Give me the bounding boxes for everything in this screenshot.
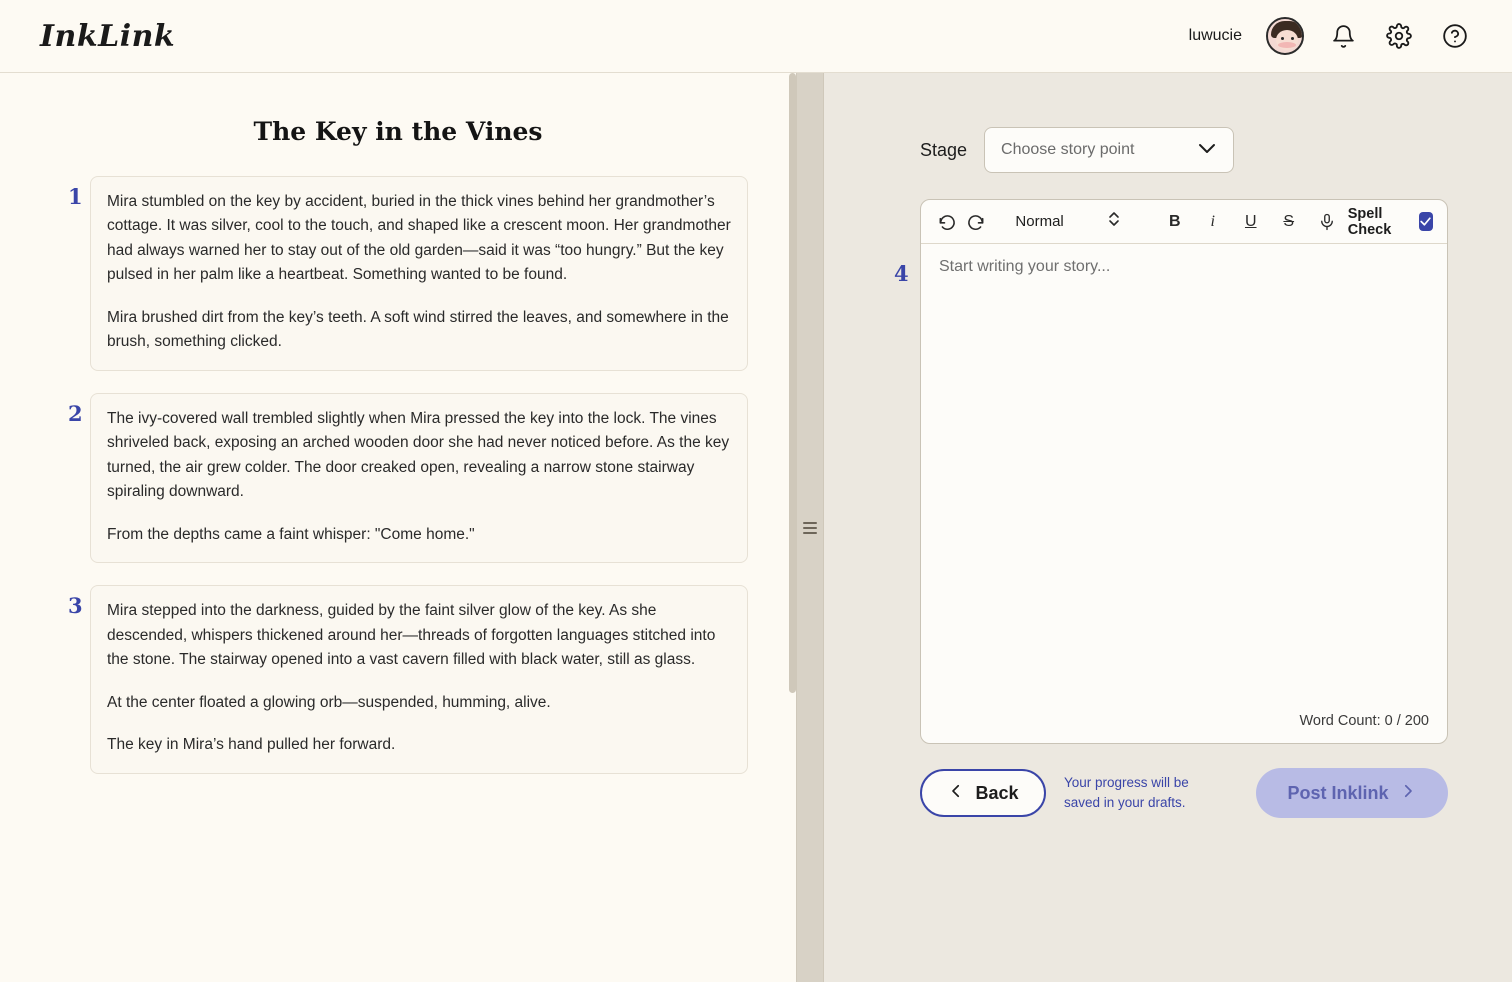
spell-check-label: Spell Check [1347,205,1392,238]
story-entry [48,393,748,563]
entry-number: 3 [68,593,83,619]
story-textarea[interactable] [921,244,1447,713]
word-count: Word Count: 0 / 200 [1299,713,1429,729]
post-inklink-button[interactable] [1256,768,1448,818]
app-header [0,0,1512,73]
app-logo[interactable]: InkLink [40,18,176,54]
stage-select[interactable] [984,127,1234,173]
chevron-updown-icon [1106,210,1122,233]
undo-icon[interactable] [935,207,958,237]
entry-paragraph: Mira stepped into the darkness, guided by the faint silver glow of the key. As she descended, whispers thickened around her—threads of forgotten languages stitched into the stone. The stairway opened into a vast cavern filled with black water, still as glass. [107,602,716,669]
editor-container [920,199,1448,744]
italic-button[interactable]: i [1210,212,1215,230]
entry-card [90,176,748,371]
spell-check-checkbox[interactable] [1419,212,1433,231]
text-style-select[interactable] [1015,210,1121,233]
text-style-value: Normal [1015,213,1064,230]
microphone-icon[interactable] [1312,207,1342,237]
bold-button[interactable]: B [1168,212,1181,230]
scrollbar-thumb[interactable] [789,73,796,693]
entry-paragraph: Mira stumbled on the key by accident, buried in the thick vines behind her grandmother’s cottage. It was silver, cool to the touch, and shaped like a crescent moon. Her grandmother had always warned her to stay out of the old garden—said it was “too hungry.” But the key pulsed in her palm like a heartbeat. Something wanted to be found. [107,193,731,284]
format-buttons [1160,207,1342,237]
entry-paragraph: At the center floated a glowing orb—suspended, humming, alive. [107,693,551,711]
underline-button[interactable]: U [1244,212,1257,230]
redo-icon[interactable] [964,207,987,237]
bell-icon[interactable] [1326,19,1360,53]
pane-resize-handle[interactable] [796,73,824,982]
entry-paragraph: Mira brushed dirt from the key’s teeth. A soft wind stirred the leaves, and somewhere in the brush, something clicked. [107,308,729,351]
stage-label: Stage [920,139,968,160]
chevron-right-icon [1399,782,1417,805]
editor-row [894,199,1448,744]
story-pane-scrollbar[interactable] [789,73,796,982]
entry-paragraph: The ivy-covered wall trembled slightly when Mira pressed the key into the lock. The vines shriveled back, exposing an arched wooden door she had never noticed before. As the key turned, the air grew colder. The door creaked open, revealing a narrow stone stairway spiraling downward. [107,409,730,501]
stage-select-value: Choose story point [1001,141,1135,158]
stage-row [894,127,1448,173]
composer-actions [894,768,1448,818]
story-entry [48,176,748,371]
editor-entry-number: 4 [894,261,909,286]
editor-placeholder: Start writing your story... [939,258,1111,275]
spell-check-toggle[interactable] [1348,206,1433,238]
gear-icon[interactable] [1382,19,1416,53]
chevron-left-icon [947,782,965,805]
entry-card [90,393,748,563]
entry-paragraph: From the depths came a faint whisper: "Come home." [107,525,475,543]
main-body [0,73,1512,982]
composer-pane [824,73,1512,982]
back-button-label: Back [975,782,1019,803]
avatar[interactable] [1266,17,1304,55]
entry-card [90,585,748,773]
drag-handle-icon [803,522,817,534]
editor-toolbar [921,200,1447,244]
strikethrough-button[interactable]: S [1283,212,1295,230]
help-icon[interactable] [1438,19,1472,53]
username-label: luwucie [1188,27,1242,44]
chevron-down-icon [1195,136,1219,165]
story-pane [0,73,796,982]
header-actions [1189,17,1472,55]
back-button[interactable] [920,769,1046,817]
entry-number: 1 [68,184,83,209]
save-note: Your progress will be saved in your drafts. [1064,775,1189,810]
post-inklink-label: Post Inklink [1287,782,1389,803]
page-title: The Key in the Vines [253,117,543,146]
story-entry [48,585,748,773]
entry-paragraph: The key in Mira’s hand pulled her forward. [107,736,396,754]
entry-number: 2 [68,400,83,426]
